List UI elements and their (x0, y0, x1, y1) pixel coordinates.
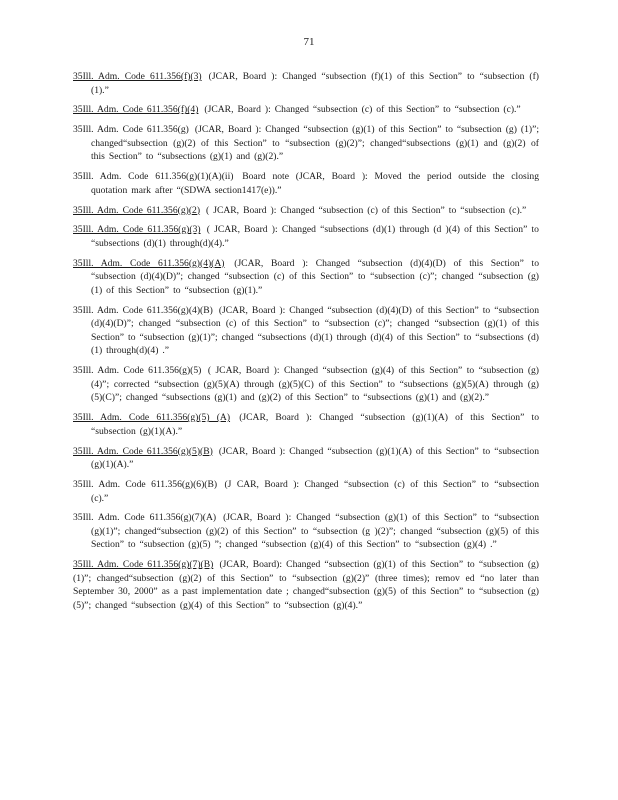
code-citation: 35Ill. Adm. Code 611.356(g)(7)(A) (73, 512, 217, 524)
amendment-entry (73, 558, 539, 612)
amendment-text: (JCAR, Board ): Changed “subsection (g)(1)(A) of this Section” to “subsection (g)(1)(A).” (91, 445, 539, 471)
amendment-entry (73, 103, 539, 117)
amendment-entry (73, 70, 539, 97)
code-citation: 35Ill. Adm. Code 611.356(g)(1)(A)(ii) (73, 171, 234, 183)
code-citation: 35Ill. Adm. Code 611.356(g)(2) (73, 204, 201, 216)
amendment-entry (73, 445, 539, 472)
amendment-entry (73, 223, 539, 250)
amendment-text: (JCAR, Board ): Changed “subsection (g)(1) of this Section” to “subsection (g) (1)”; changed“subsection (g)(2) of this Section” to “subsection (g)(2)”; changed“subsections (g)(1) and (g)(2) of this Section” to “subsections (g)(1) and (g)(2).” (91, 124, 540, 163)
amendment-entry (73, 170, 539, 197)
amendment-text: (JCAR, Board ): Changed “subsection (f)(1) of this Section” to “subsection (f)(1).” (91, 71, 540, 96)
amendment-text: Board note (JCAR, Board ): Moved the period outside the closing quotation mark after “(SDWA section1417(e)).” (91, 171, 539, 196)
page-number: 71 (303, 36, 315, 48)
amendment-entry (73, 411, 539, 438)
amendment-list (73, 70, 539, 619)
code-citation: 35Ill. Adm. Code 611.356(g)(7)(B) (73, 559, 214, 571)
code-citation: 35Ill. Adm. Code 611.356(g)(5) (73, 365, 202, 377)
amendment-text: ( JCAR, Board ): Changed “subsection (g)(4) of this Section” to “subsection (g)(4)”; corrected “subsection (g)(5)(A) through (g)(5)(C) of this Section” to “subsections (g)(5)(A) through (g)(5)(C)”; changed “subsections (g)(1) and (g)(2) of this Section” to “subsections (g)(1) and (g)(2).” (91, 365, 540, 404)
code-citation: 35Ill. Adm. Code 611.356(g) (73, 124, 189, 136)
amendment-text: (JCAR, Board ): Changed “subsection (d)(4)(D) of this Section” to “subsection (d)(4)(D)”; changed “subsection (c) of this Section” to “subsection (c)”; changed “subsection (g)(1) of this Section” to “subsection (g)(1).” (91, 257, 540, 296)
code-citation: 35Ill. Adm. Code 611.356(f)(4) (73, 104, 199, 116)
code-citation: 35Ill. Adm. Code 611.356(g)(6)(B) (73, 478, 218, 490)
amendment-entry (73, 304, 539, 358)
code-citation: 35Ill. Adm. Code 611.356(g)(5)(B) (73, 445, 213, 457)
code-citation: 35Ill. Adm. Code 611.356(g)(4)(B) (73, 304, 213, 316)
amendment-text: (JCAR, Board): Changed “subsection (g)(1) of this Section” to “subsection (g) (1)”; changed“subsection (g)(2) of this Section” to “subsection (g)(2)” (three times); remov ed “no later than September 30, 2000” as a past implementation date ; changed“subsection (g)(5) of this Section” to “subsection (g)(5)”; changed “subsection (g)(4) of this Section” to “subsection (g)(4).” (73, 559, 540, 612)
amendment-text: (JCAR, Board ): Changed “subsection (d)(4)(D) of this Section” to “subsection (d)(4)(D)”; changed “subsection (c) of this Section” to “subsection (c)”; changed “subsection (g)(1) of this Section” to “subsection (g)(1)”; changed “subsections (d)(1) through (d)(4) of this Section” to “subsections (d)(1) through(d)(4) .” (91, 304, 539, 357)
amendment-entry (73, 478, 539, 505)
amendment-text: ( JCAR, Board ): Changed “subsections (d)(1) through (d )(4) of this Section” to “subsections (d)(1) through(d)(4).” (91, 224, 539, 249)
code-citation: 35Ill. Adm. Code 611.356(g)(5) (A) (73, 412, 231, 424)
amendment-entry (73, 511, 539, 552)
amendment-entry (73, 364, 539, 405)
amendment-text: (JCAR, Board ): Changed “subsection (g)(1) of this Section” to “subsection (g)(1)”; changed“subsection (g)(2) of this Section” to “subsection (g )(2)”; changed “subsection (g)(5) of this Section” to “subsection (g)(5) ”; changed “subsection (g)(4) of this Section” to “subsection (g)(4) .” (91, 512, 540, 551)
amendment-text: (JCAR, Board ): Changed “subsection (c) of this Section” to “subsection (c).” (204, 104, 521, 116)
amendment-text: ( JCAR, Board ): Changed “subsection (c) of this Section” to “subsection (c).” (206, 204, 527, 216)
amendment-text: (JCAR, Board ): Changed “subsection (g)(1)(A) of this Section” to “subsection (g)(1)(A).” (91, 412, 539, 437)
code-citation: 35Ill. Adm. Code 611.356(g)(3) (73, 224, 201, 236)
code-citation: 35Ill. Adm. Code 611.356(g)(4)(A) (73, 257, 225, 269)
code-citation: 35Ill. Adm. Code 611.356(f)(3) (73, 71, 202, 82)
amendment-entry (73, 204, 539, 218)
amendment-entry (73, 123, 539, 164)
amendment-entry (73, 257, 539, 298)
amendment-text: (J CAR, Board ): Changed “subsection (c) of this Section” to “subsection (c).” (91, 478, 540, 504)
